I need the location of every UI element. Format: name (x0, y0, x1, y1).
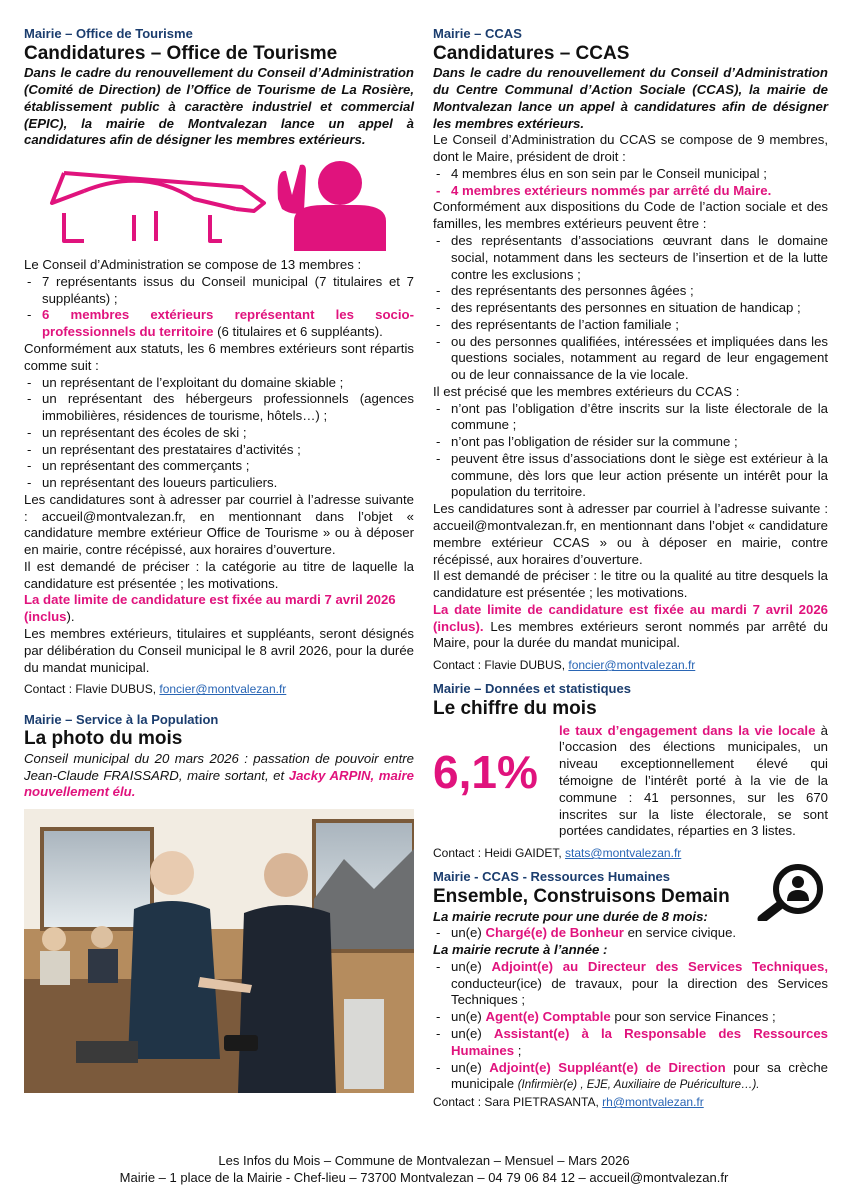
page-footer (0, 1152, 848, 1186)
job-item (433, 1009, 828, 1026)
ccas-section (433, 26, 828, 673)
list-item: - n’ont pas l’obligation d’être inscrits sur la liste électorale de la commune ; (433, 401, 828, 435)
rh-sub2: La mairie recrute à l’année : (433, 942, 608, 958)
tourisme-lead: Dans le cadre du renouvellement du Conseil d’Administration (Comité de Direction) de l’Office de Tourisme de La Rosière, établissement public à caractère industriel et commercial (EPIC), la mairie de Montvalezan lance un appel à candidatures afin de désigner les membres extérieurs. (24, 65, 414, 148)
ccas-lead: Dans le cadre du renouvellement du Conseil d’Administration du Centre Communal d’Action Sociale (CCAS), la mairie de Montvalezan lance un appel à candidatures afin de désigner les membres extérieurs. (433, 65, 828, 131)
ccas-precise: Il est précisé que les membres extérieurs du CCAS : (433, 383, 740, 399)
nomination-text: Les membres extérieurs seront nommés par arrêté du Maire, pour la durée du mandat municipal. (433, 618, 828, 651)
ccas-kicker: Mairie – CCAS (433, 26, 522, 41)
deadline-end: ). (66, 609, 75, 625)
ccas-members-list (433, 166, 828, 200)
tourisme-kicker: Mairie – Office de Tourisme (24, 26, 193, 41)
footer-line2: Mairie – 1 place de la Mairie - Chef-lieu – 73700 Montvalezan – 04 79 06 84 12 – accueil@montvalezan.fr (119, 1170, 729, 1186)
rh-section (433, 869, 828, 1110)
job-suffix: pour sa crèche municipale (451, 1059, 829, 1092)
list-item (24, 274, 414, 308)
building-and-raised-hand-icon (24, 159, 414, 251)
rh-title: Ensemble, Construisons Demain (433, 885, 730, 907)
list-item-text: 7 représentants issus du Conseil municipal (7 titulaires et 7 suppléants) ; (42, 273, 414, 306)
list-item: - 4 membres élus en son sein par le Conseil municipal ; (433, 166, 828, 183)
ccas-contact (433, 658, 828, 673)
footer-line1: Les Infos du Mois – Commune de Montvalezan – Mensuel – Mars 2026 (218, 1153, 630, 1168)
contact-label: Contact : Heidi GAIDET, (433, 846, 566, 861)
list-item: - des représentants des personnes âgées ; (433, 283, 828, 300)
job-item (433, 1026, 828, 1060)
chiffre-title: Le chiffre du mois (433, 697, 597, 719)
right-column (433, 26, 828, 1110)
job-prefix: un(e) (451, 1009, 486, 1025)
rh-jobs2-list (433, 959, 828, 1093)
magnifier-person-icon (754, 861, 828, 921)
job-item (433, 925, 828, 942)
list-item: - des représentants d’associations œuvrant dans le domaine social, notamment dans les secteurs de l’insertion et de la lutte contre les exclusions ; (433, 233, 828, 283)
list-item: - un représentant des loueurs particuliers. (24, 475, 414, 492)
list-item-text: (6 titulaires et 6 suppléants). (213, 324, 383, 340)
left-column (24, 26, 414, 1093)
job-title: Adjoint(e) Suppléant(e) de Direction (489, 1059, 726, 1075)
ccas-deadline (433, 602, 828, 652)
job-suffix: ; (514, 1042, 522, 1058)
list-item: - un représentant des écoles de ski ; (24, 425, 414, 442)
chiffre-text (559, 723, 828, 840)
list-item: - un représentant des commerçants ; (24, 458, 414, 475)
tourisme-contact (24, 682, 414, 697)
job-title: Chargé(e) de Bonheur (485, 925, 624, 941)
tourisme-members-list (24, 274, 414, 341)
list-item: - un représentant des hébergeurs professionnels (agences immobilières, résidences de tourisme, hôtels…) ; (24, 391, 414, 425)
deadline-text: La date limite de candidature est fixée au mardi 7 avril 2026 (inclus (24, 592, 396, 625)
deadline-text: La date limite de candidature est fixée au mardi 7 avril 2026 (inclus). (433, 601, 828, 634)
job-prefix: un(e) (451, 1059, 490, 1075)
list-item: - des représentants de l’action familiale ; (433, 317, 828, 334)
photo-title: La photo du mois (24, 728, 183, 750)
contact-label: Contact : Flavie DUBUS, (24, 682, 160, 697)
contact-email-link[interactable]: foncier@montvalezan.fr (159, 682, 287, 697)
chiffre-description: à l’occasion des élections municipales, un niveau exceptionnellement élevé qui témoigne de l’intérêt porté à la vie de la commune : 41 personnes, sur les 670 inscrites sur la liste électorale, se sont portées candidates, réparties en 3 listes. (559, 722, 828, 839)
job-suffix: pour son service Finances ; (610, 1009, 776, 1025)
ccas-conditions-list (433, 401, 828, 502)
list-item: - ou des personnes qualifiées, intéressées et impliquées dans les questions sociales, notamment au regard de leur engagement ou de leur connaissance de la vie locale. (433, 334, 828, 384)
caption-text: Conseil municipal du 20 mars 2026 : passation de pouvoir entre Jean-Claude FRAISSARD, maire sortant, et (24, 750, 414, 783)
tourisme-section (24, 26, 414, 698)
ccas-title: Candidatures – CCAS (433, 42, 630, 64)
photo-kicker: Mairie – Service à la Population (24, 711, 219, 727)
photo-caption (24, 751, 414, 801)
job-prefix: un(e) (451, 1026, 494, 1042)
rh-jobs1-list (433, 925, 828, 942)
job-prefix: un(e) (451, 958, 492, 974)
job-title: Agent(e) Comptable (485, 1009, 611, 1025)
ccas-candidatures: Les candidatures sont à adresser par courriel à l’adresse suivante : accueil@montvalezan.fr, en mentionnant dans l’objet « candidature membre extérieur CCAS » ou à déposer en mairie, contre récépissé, aux horaires d’ouverture. (433, 501, 828, 567)
list-item-highlight: - 4 membres extérieurs nommés par arrêté du Maire. (433, 183, 828, 200)
photo-section (24, 712, 414, 1094)
job-item (433, 1060, 828, 1094)
chiffre-section (433, 681, 828, 861)
job-suffix: conducteur(ice) de travaux, pour la direction des Services Techniques ; (451, 975, 828, 1008)
list-item: - n’ont pas l’obligation de résider sur la commune ; (433, 434, 828, 451)
caption-highlight: Jacky ARPIN, maire nouvellement élu. (24, 767, 414, 800)
chiffre-value: 6,1% (433, 745, 538, 798)
contact-email-link[interactable]: stats@montvalezan.fr (565, 846, 682, 861)
contact-label: Contact : Flavie DUBUS, (433, 658, 569, 673)
list-item: - des représentants des personnes en situation de handicap ; (433, 300, 828, 317)
job-prefix: un(e) (451, 925, 486, 941)
job-item (433, 959, 828, 1009)
job-title: Assistant(e) à la Responsable des Ressources Humaines (451, 1026, 828, 1058)
tourisme-preciser: Il est demandé de préciser : la catégorie au titre de laquelle la candidature est présentée ; les motivations. (24, 558, 414, 591)
rh-contact (433, 1095, 828, 1110)
chiffre-body (433, 723, 828, 840)
tourisme-composition: Le Conseil d’Administration se compose de 13 membres : (24, 257, 362, 273)
job-title: Adjoint(e) au Directeur des Services Techniques, (491, 958, 828, 974)
contact-email-link[interactable]: foncier@montvalezan.fr (568, 658, 696, 673)
list-item: - un représentant de l’exploitant du domaine skiable ; (24, 375, 414, 392)
rh-kicker: Mairie - CCAS - Ressources Humaines (433, 869, 670, 885)
tourisme-deadline (24, 592, 414, 626)
list-item: - peuvent être issus d’associations dont le siège est extérieur à la commune, dès lors que leur action présente un intérêt pour la population du territoire. (433, 451, 828, 501)
tourisme-candidatures: Les candidatures sont à adresser par courriel à l’adresse suivante : accueil@montvalezan.fr, en mentionnant dans l’objet « candidature membre extérieur Office de Tourisme » ou à déposer en mairie, contre récépissé, aux horaires d’ouverture. (24, 491, 414, 558)
tourisme-statuts: Conformément aux statuts, les 6 membres extérieurs sont répartis comme suit : (24, 341, 414, 373)
ccas-categories-list (433, 233, 828, 384)
list-item (24, 307, 414, 341)
contact-email-link[interactable]: rh@montvalezan.fr (602, 1095, 704, 1110)
job-note: (Infirmièr(e) , EJE, Auxiliaire de Puériculture…). (517, 1079, 760, 1092)
list-item: - un représentant des prestataires d’activités ; (24, 442, 414, 459)
chiffre-kicker: Mairie – Données et statistiques (433, 681, 631, 697)
tourisme-title: Candidatures – Office de Tourisme (24, 42, 338, 64)
job-suffix: en service civique. (623, 925, 737, 941)
ccas-preciser: Il est demandé de préciser : le titre ou la qualité au titre desquels la candidature est présentée ; les motivations. (433, 568, 828, 601)
chiffre-contact (433, 846, 828, 861)
chiffre-highlight: le taux d’engagement dans la vie locale (559, 722, 816, 738)
ccas-composition: Le Conseil d’Administration du CCAS se compose de 9 membres, dont le Maire, président de droit : (433, 132, 828, 165)
tourisme-categories-list (24, 375, 414, 492)
rh-sub1: La mairie recrute pour une durée de 8 mois: (433, 908, 708, 924)
council-photo (24, 809, 414, 1093)
tourisme-designation: Les membres extérieurs, titulaires et suppléants, seront désignés par délibération du Conseil municipal le 8 avril 2026, pour la durée du mandat municipal. (24, 626, 414, 675)
list-item-highlight: 6 membres extérieurs représentant les socio-professionnels du territoire (42, 307, 414, 340)
ccas-code: Conformément aux dispositions du Code de l’action sociale et des familles, les membres extérieurs peuvent être : (433, 199, 828, 232)
contact-label: Contact : Sara PIETRASANTA, (433, 1095, 603, 1110)
